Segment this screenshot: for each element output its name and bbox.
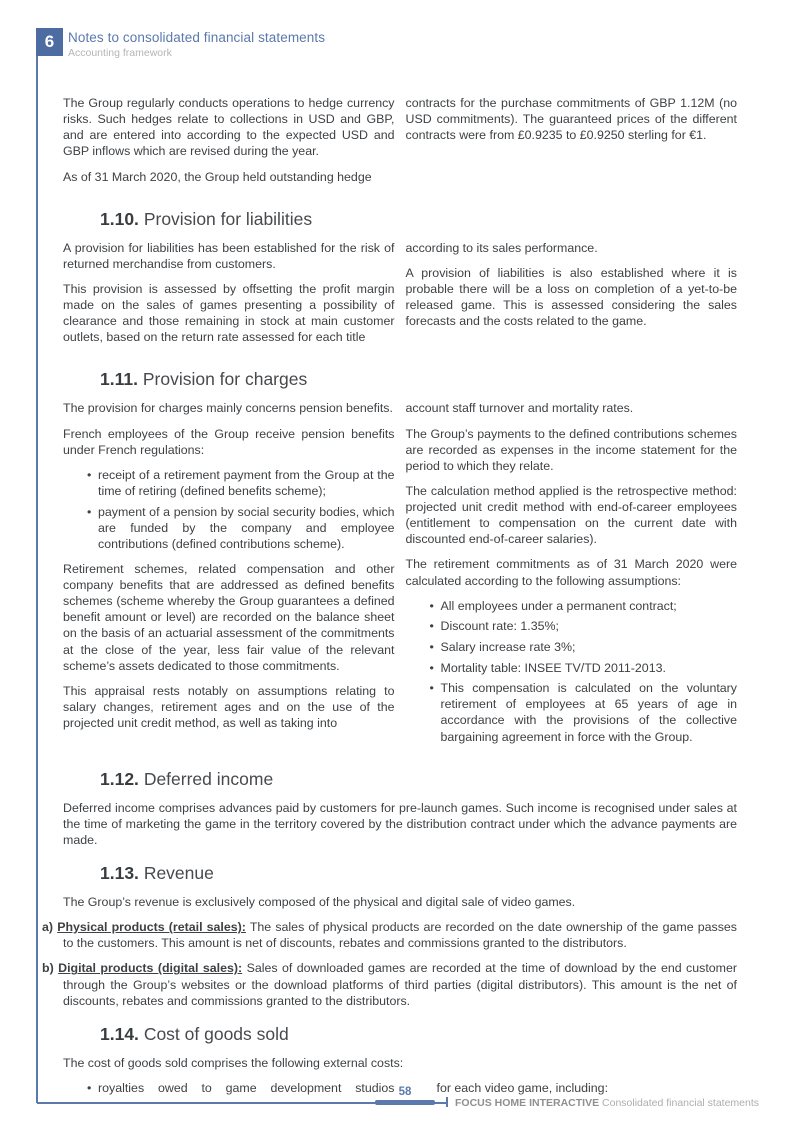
intro-left-column [63,95,395,194]
list-item: • receipt of a retirement payment from the Group at the time of retiring (defined benefits scheme); [98,467,395,499]
section-number: 1.11. [100,369,138,390]
section-heading-1-12 [100,769,737,790]
section-number: 1.12. [100,768,139,789]
footer-brand [455,1097,759,1109]
paragraph: contracts for the purchase commitments of GBP 1.12M (no USD commitments). The guaranteed prices of the different contracts were from £0.9235 to £0.9250 sterling for €1. [405,96,737,143]
list-item: • payment of a pension by social security bodies, which are funded by the company and employee contributions (defined contributions scheme). [98,504,395,552]
footer-tick [446,1097,448,1107]
section-heading-1-14 [100,1024,737,1045]
page-title: Notes to consolidated financial statements [68,30,326,45]
list-item: • All employees under a permanent contract; [441,598,738,614]
paragraph: The provision for charges mainly concerns pension benefits. [63,401,393,416]
paragraph: A provision for liabilities has been established for the risk of returned merchandise from customers. [63,240,395,271]
paragraph: French employees of the Group receive pension benefits under French regulations: [63,426,395,457]
section-title: Cost of goods sold [143,1023,289,1044]
paragraph: This provision is assessed by offsetting the profit margin made on the sales of games presenting a possibility of clearance and those remaining in stock at main customer outlets, based on the return rate assessed for each title [63,281,395,345]
paragraph: The Group’s revenue is exclusively composed of the physical and digital sale of video games. [63,895,576,909]
paragraph: The retirement commitments as of 31 March 2020 were calculated according to the following assumptions: [405,557,737,588]
section-1-10-body [63,240,737,355]
paragraph: The Group regularly conducts operations to hedge currency risks. Such hedges relate to collections in USD and GBP, and are entered into according to the expected USD and GBP inflows which are revised during the year. [63,96,395,159]
section-heading-1-11 [100,369,737,390]
section-number: 1.13. [100,863,139,883]
section-title: Deferred income [143,768,274,789]
item-label: a) [42,920,54,935]
item-label: b) [42,961,54,976]
paragraph: This appraisal rests notably on assumptions relating to salary changes, retirement ages and on the use of the projected unit credit method, as well as taking into [63,683,395,730]
section-heading-1-10 [100,209,737,230]
paragraph: As of 31 March 2020, the Group held outstanding hedge [63,169,372,184]
item-lead: Digital products (digital sales): [58,961,243,976]
paragraph: according to its sales performance. [405,240,598,255]
footer-brand-name: FOCUS HOME INTERACTIVE [455,1097,600,1109]
paragraph: account staff turnover and mortality rates. [405,401,634,416]
intro-section [63,95,737,194]
right-column [406,400,738,753]
chapter-number-badge: 6 [36,28,63,56]
section-title: Revenue [143,863,214,883]
section-heading-1-13 [100,863,737,884]
page-subtitle: Accounting framework [68,47,172,59]
list-item: • royalties owed to game development studios [98,1080,395,1096]
bullet-list [406,598,738,745]
bullet-list [63,467,395,552]
list-item: • This compensation is calculated on the voluntary retirement of employees at 65 years of age in accordance with the provisions of the collective bargaining agreement in force with the Group. [441,680,738,745]
left-border-line [36,50,38,1103]
paragraph: The cost of goods sold comprises the following external costs: [63,1055,404,1070]
list-item: • Discount rate: 1.35%; [441,618,738,634]
list-item: • Salary increase rate 3%; [441,639,738,655]
list-item: • Mortality table: INSEE TV/TD 2011-2013. [441,660,738,676]
intro-right-column [406,95,738,194]
paragraph: The calculation method applied is the retrospective method: projected unit credit method with end-of-career employees (entitlement to compensation on the current date with discounted end-of-career salaries). [405,483,737,547]
item-text: The sales of physical products are recorded on the date ownership of the game passes to the customers. This amount is net of discounts, rebates and commissions granted to the distributors. [63,920,737,951]
section-title: Provision for liabilities [143,208,313,229]
paragraph: Retirement schemes, related compensation and other company benefits that are addressed as defined benefits schemes (scheme whereby the Group guarantees a defined benefit amount or level) are recorded on the balance sheet on the basis of an actuarial assessment of the commitments at the close of the year, less fair value of the relevant scheme’s assets dedicated to those commitments. [63,561,395,673]
paragraph: for each video game, including: [436,1080,609,1095]
footer-brand-suffix: Consolidated financial statements [602,1097,760,1109]
section-1-11-body [63,400,737,753]
page-number: 58 [398,1086,412,1098]
footer-rule-accent [375,1100,435,1105]
section-title: Provision for charges [142,369,308,390]
item-text: Sales of downloaded games are recorded at the time of download by the end customer through the Group’s websites or the download platforms of third parties (digital distributors). This amount is the net of discounts, rebates and commissions granted to the distributors. [63,961,738,1008]
paragraph: Deferred income comprises advances paid by customers for pre-launch games. Such income is recognised under sales at the time of marketing the game in the territory covered by the distribution contract under which the advance payments are made. [63,800,737,847]
item-lead: Physical products (retail sales): [57,920,246,935]
list-item-a [42,919,737,951]
paragraph: A provision of liabilities is also established where it is probable there will be a loss on completion of a yet-to-be released game. This is assessed considering the sales forecasts and the costs related to the game. [405,265,737,329]
paragraph: The Group’s payments to the defined contributions schemes are recorded as expenses in the income statement for the period to which they relate. [405,426,737,473]
section-number: 1.10. [100,208,139,229]
list-item-b [42,960,737,1008]
left-column [63,400,395,753]
right-column [406,240,738,355]
bullet-list [63,1080,395,1096]
content-area [42,95,738,1105]
section-number: 1.14. [100,1023,139,1044]
left-column [63,240,395,355]
